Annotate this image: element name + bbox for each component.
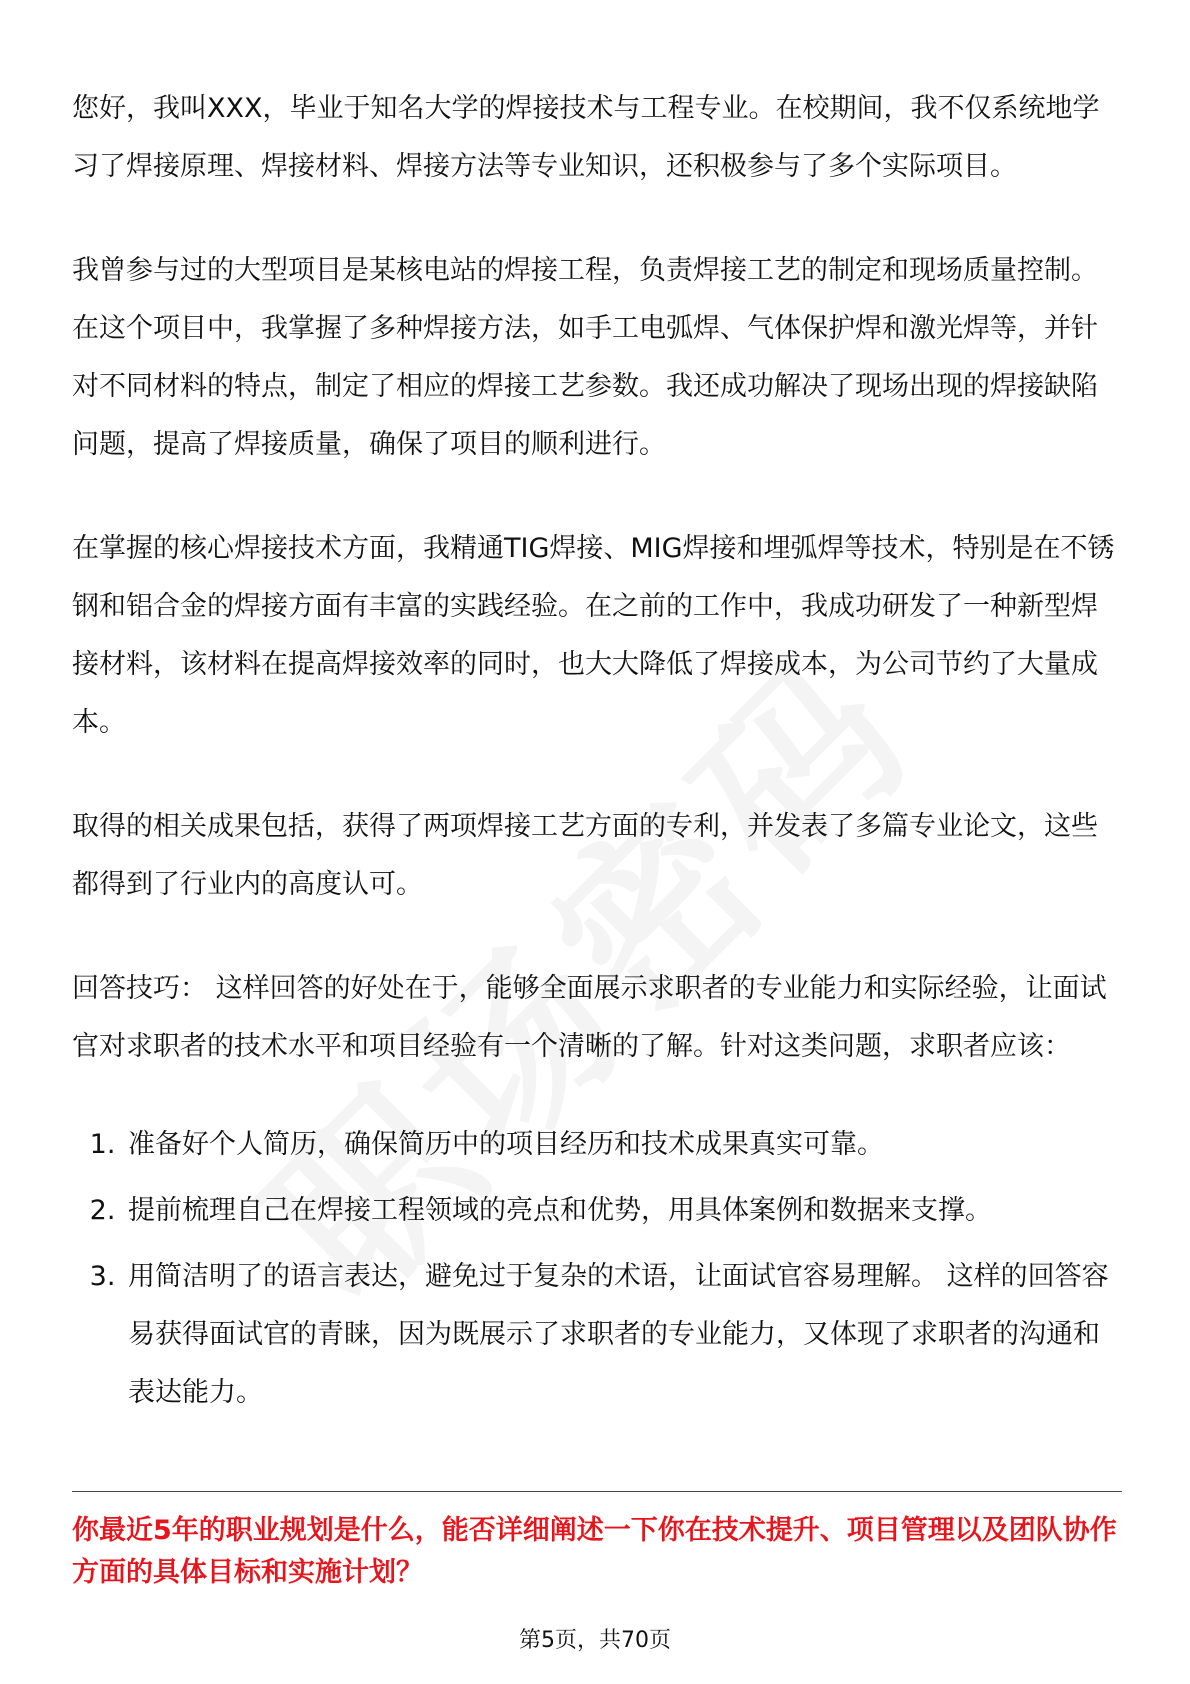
answer-paragraph-project: 我曾参与过的大型项目是某核电站的焊接工程，负责焊接工艺的制定和现场质量控制。在这个项目中，我掌握了多种焊接方法，如手工电弧焊、气体保护焊和激光焊等，并针对不同材料的特点，制定了相应的焊接工艺参数。我还成功解决了现场出现的焊接缺陷问题，提高了焊接质量，确保了项目的顺利进行。 [72,255,1098,460]
list-item: 3. 用简洁明了的语言表达，避免过于复杂的术语，让面试官容易理解。 这样的回答容易获得面试官的青睐，因为既展示了求职者的专业能力，又体现了求职者的沟通和表达能力。 [124,1248,1122,1422]
list-item: 2. 提前梳理自己在焊接工程领域的亮点和优势，用具体案例和数据来支撑。 [124,1182,1122,1240]
section-divider [72,1491,1122,1492]
answer-tips-intro: 回答技巧： 这样回答的好处在于，能够全面展示求职者的专业能力和实际经验，让面试官对求职者的技术水平和项目经验有一个清晰的了解。针对这类问题，求职者应该： [72,973,1107,1062]
answer-paragraph-achievements: 取得的相关成果包括，获得了两项焊接工艺方面的专利，并发表了多篇专业论文，这些都得到了行业内的高度认可。 [72,811,1098,900]
list-item: 1. 准备好个人简历，确保简历中的项目经历和技术成果真实可靠。 [124,1116,1122,1174]
tips-list [72,1116,1122,1422]
answer-body [72,80,1122,1430]
answer-paragraph-intro: 您好，我叫XXX，毕业于知名大学的焊接技术与工程专业。在校期间，我不仅系统地学习了焊接原理、焊接材料、焊接方法等专业知识，还积极参与了多个实际项目。 [72,93,1100,182]
next-question-heading: 你最近5年的职业规划是什么，能否详细阐述一下你在技术提升、项目管理以及团队协作方面的具体目标和实施计划？ [72,1515,1117,1588]
answer-paragraph-skills: 在掌握的核心焊接技术方面，我精通TIG焊接、MIG焊接和埋弧焊等技术，特别是在不锈钢和铝合金的焊接方面有丰富的实践经验。在之前的工作中，我成功研发了一种新型焊接材料，该材料在提高焊接效率的同时，也大大降低了焊接成本，为公司节约了大量成本。 [72,533,1115,738]
page-number: 第5页，共70页 [519,1628,671,1653]
